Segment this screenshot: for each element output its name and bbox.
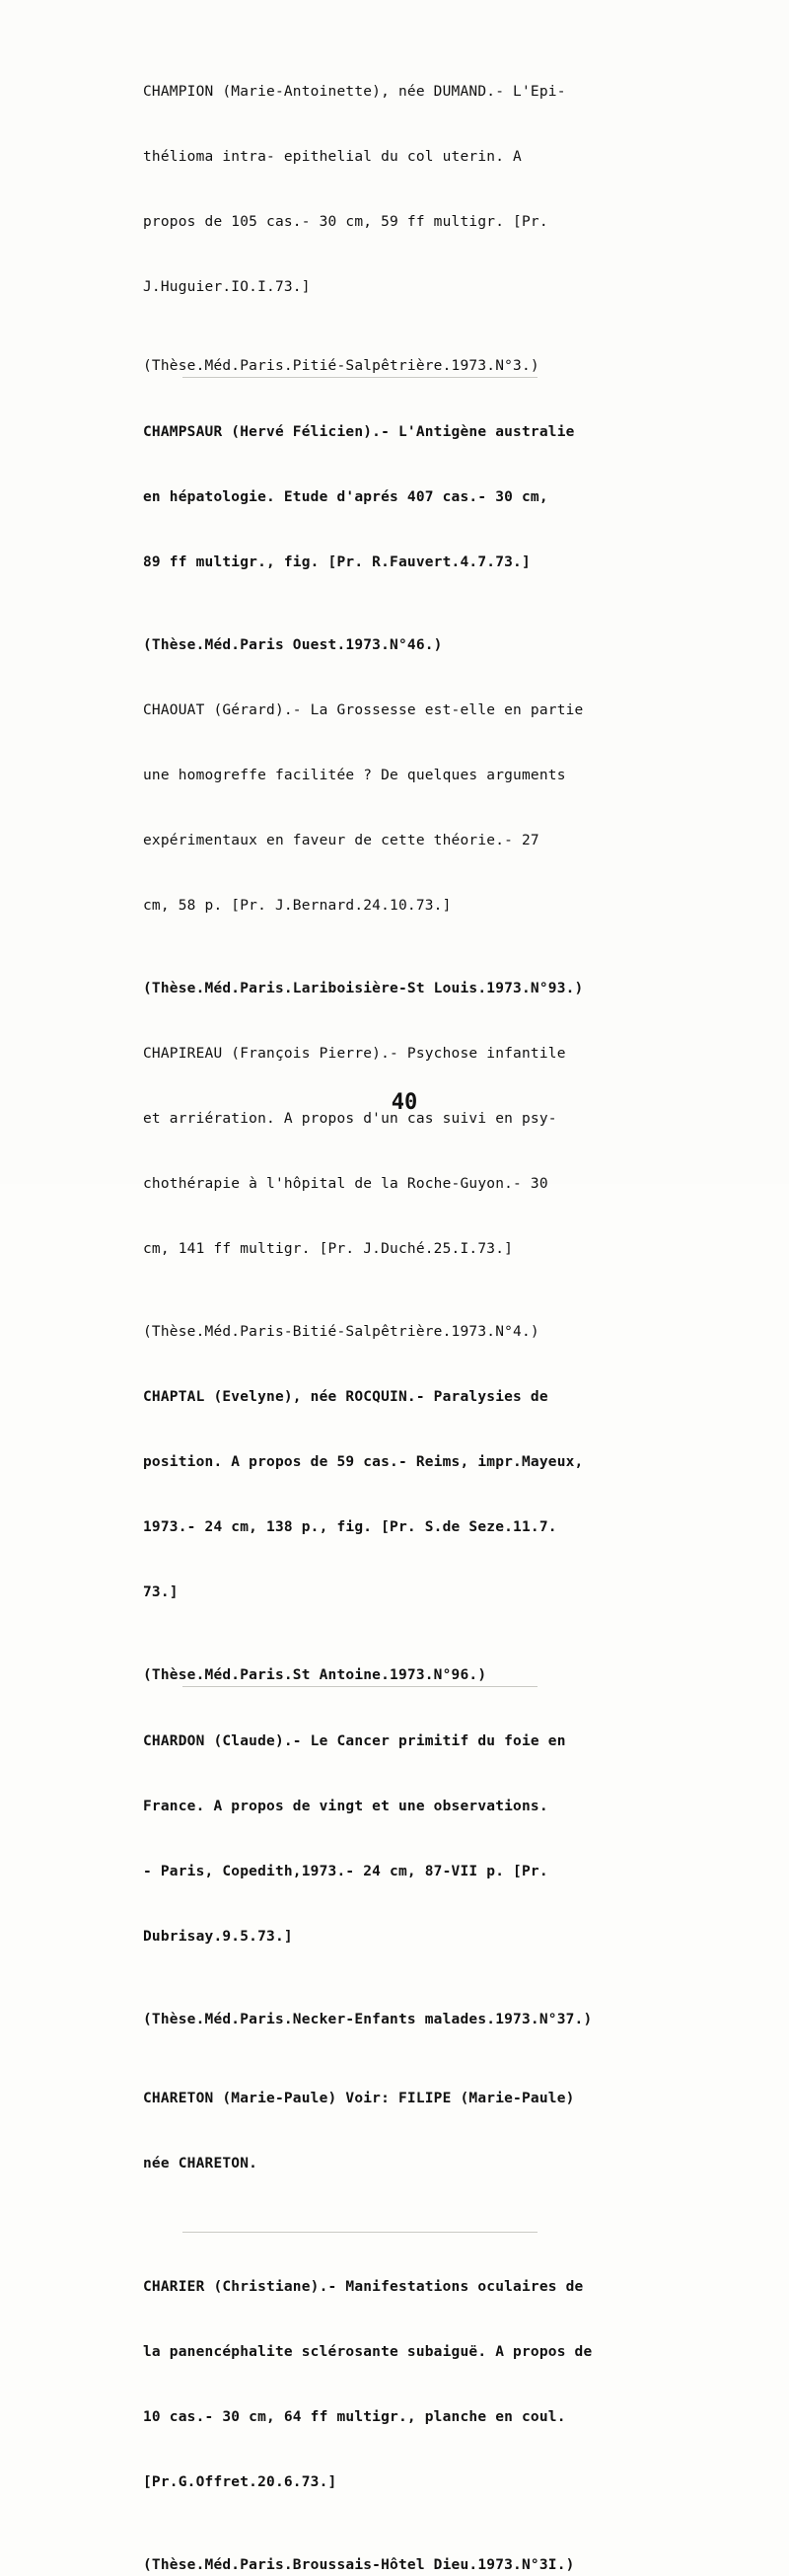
bibliography-entry [143,378,656,656]
entry-text: CHAMPION (Marie-Antoinette), née DUMAND.- L'Epi- thélioma intra- epithelial du col uterin. A propos de 105 cas.- 30 cm, 59 ff multigr. [Pr. J.Huguier.IO.I.73.] [143,84,566,295]
bibliography-entry [143,37,656,377]
thesis-reference: (Thèse.Méd.Paris-Bitié-Salpêtrière.1973.N°4.) [143,1324,539,1340]
thesis-reference: (Thèse.Méd.Paris.St Antoine.1973.N°96.) [143,1667,487,1683]
thesis-reference: (Thèse.Méd.Paris.Pitié-Salpêtrière.1973.N°3.) [143,358,539,374]
entry-text: CHARIER (Christiane).- Manifestations oculaires de la panencéphalite sclérosante subaiguë. A propos de 10 cas.- 30 cm, 64 ff multigr., planche en coul. [Pr.G.Offret.20.6.73.] [143,2279,593,2490]
thesis-reference: (Thèse.Méd.Paris Ouest.1973.N°46.) [143,637,443,653]
bibliography-entry [143,2233,656,2576]
bibliography-entry [143,999,656,1343]
thesis-reference: (Thèse.Méd.Paris.Necker-Enfants malades.1973.N°37.) [143,2012,593,2027]
bibliography-entry [143,1343,656,1686]
entry-text: CHAOUAT (Gérard).- La Grossesse est-elle en partie une homogreffe facilitée ? De quelques arguments expérimentaux en faveur de cette théorie.- 27 cm, 58 p. [Pr. J.Bernard.24.10.73.] [143,702,584,914]
thesis-reference: (Thèse.Méd.Paris.Broussais-Hôtel Dieu.1973.N°3I.) [143,2557,575,2573]
entry-text: CHAMPSAUR (Hervé Félicien).- L'Antigène australie en hépatologie. Etude d'aprés 407 cas.- 30 cm, 89 ff multigr., fig. [Pr. R.Fauvert.4.7.73.] [143,424,575,570]
bibliography-entry [143,2044,656,2218]
entry-text: CHAPIREAU (François Pierre).- Psychose infantile et arriération. A propos d'un cas suivi en psy- chothérapie à l'hôpital de la Roche-Guyon.- 30 cm, 141 ff multigr. [Pr. J.Duché.25.I.73.] [143,1046,566,1257]
entry-text: CHARDON (Claude).- Le Cancer primitif du foie en France. A propos de vingt et une observations. - Paris, Copedith,1973.- 24 cm, 87-VII p. [Pr. Dubrisay.9.5.73.] [143,1733,566,1945]
page-number: 40 [391,1090,418,1115]
bibliography-entry [143,656,656,999]
thesis-reference: (Thèse.Méd.Paris.Lariboisière-St Louis.1973.N°93.) [143,981,584,996]
entry-text: CHAPTAL (Evelyne), née ROCQUIN.- Paralysies de position. A propos de 59 cas.- Reims, impr.Mayeux, 1973.- 24 cm, 138 p., fig. [Pr. S.de Seze.11.7. 73.] [143,1389,584,1600]
bibliography-entries [143,37,656,2576]
bibliography-entry [143,1687,656,2030]
entry-text: CHARETON (Marie-Paule) Voir: FILIPE (Marie-Paule) née CHARETON. [143,2091,575,2171]
